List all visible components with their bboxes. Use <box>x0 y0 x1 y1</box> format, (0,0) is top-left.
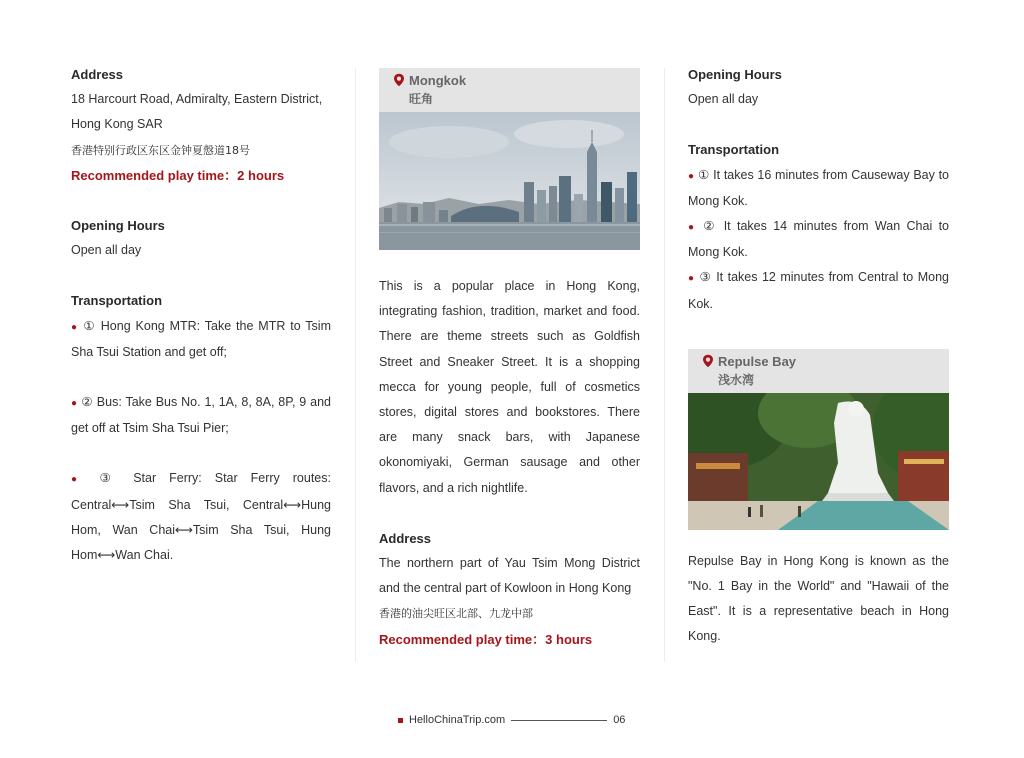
transport-bus: ● ② Bus: Take Bus No. 1, 1A, 8, 8A, 8P, 9 and get off at Tsim Sha Tsui Pier; <box>71 395 331 436</box>
bullet-icon: ● <box>688 222 697 234</box>
place-name-chinese: 旺角 <box>409 92 434 106</box>
transportation-heading: Transportation <box>71 293 163 309</box>
address-heading: Address <box>379 530 432 546</box>
transport-item: ● ③ It takes 12 minutes from Central to Mong Kok. <box>688 270 949 311</box>
recommended-play-time: Recommended play time：2 hours <box>71 167 285 183</box>
transport-mtr: ● ① Hong Kong MTR: Take the MTR to Tsim Sha Tsui Station and get off; <box>71 318 331 359</box>
column-divider-left <box>355 68 356 662</box>
footer-site: HelloChinaTrip.com <box>409 714 506 726</box>
bullet-icon: ● <box>71 321 79 333</box>
address-text: The northern part of Yau Tsim Mong District and the central part of Kowloon in Hong Kong <box>379 556 640 596</box>
transport-ferry: ● ③ Star Ferry: Star Ferry routes: Central⟷Tsim Sha Tsui, Central⟷Hung Hom, Wan Chai⟷Tsim Sha Tsui, Hung Hom⟷Wan Chai. <box>71 471 331 563</box>
square-bullet-icon <box>398 718 403 723</box>
page-number: 06 <box>613 714 626 726</box>
bullet-icon: ● <box>71 474 87 486</box>
transportation-heading: Transportation <box>688 142 780 158</box>
address-line: Hong Kong SAR <box>71 117 163 132</box>
address-chinese: 香港的油尖旺区北部、九龙中部 <box>379 607 533 621</box>
mongkok-skyline-photo <box>379 112 640 250</box>
opening-hours-text: Open all day <box>688 92 759 107</box>
footer-rule <box>511 720 607 721</box>
address-chinese: 香港特别行政区东区金钟夏慤道18号 <box>71 143 250 157</box>
column-left <box>71 62 331 568</box>
place-header-repulse-bay <box>688 349 949 393</box>
mongkok-description: This is a popular place in Hong Kong, integrating fashion, tradition, market and food. There are theme streets such as Goldfish Street and Sneaker Street. It is a shopping mecca for young people, full of cosmetics stores, digital stores and bookstores. There are many snack bars, with Japanese okonomiyaki, German sausage and other flavors, and a rich nightlife. <box>379 279 640 495</box>
column-middle <box>379 68 640 652</box>
bullet-icon: ● <box>71 398 78 410</box>
place-name: Mongkok <box>409 73 467 88</box>
repulse-bay-photo <box>688 393 949 530</box>
opening-hours-text: Open all day <box>71 243 142 258</box>
address-line: 18 Harcourt Road, Admiralty, Eastern District, <box>71 92 323 107</box>
address-heading: Address <box>71 67 124 82</box>
column-right <box>688 62 949 650</box>
column-divider-right <box>664 68 665 662</box>
place-name-chinese: 浅水湾 <box>718 372 755 387</box>
bullet-icon: ● <box>688 170 695 182</box>
place-header-mongkok <box>379 68 640 112</box>
place-name: Repulse Bay <box>718 353 797 369</box>
opening-hours-heading: Opening Hours <box>688 67 782 82</box>
transport-item: ● ① It takes 16 minutes from Causeway Bay to Mong Kok. <box>688 167 949 208</box>
page-footer <box>398 714 625 726</box>
location-pin-icon <box>393 73 405 87</box>
recommended-play-time: Recommended play time：3 hours <box>379 631 593 647</box>
repulse-bay-description: Repulse Bay in Hong Kong is known as the "No. 1 Bay in the World" and "Hawaii of the East". It is a representative beach in Hong Kong. <box>688 553 949 644</box>
transport-item: ● ② It takes 14 minutes from Wan Chai to Mong Kok. <box>688 219 949 260</box>
location-pin-icon <box>702 354 714 368</box>
opening-hours-heading: Opening Hours <box>71 218 165 234</box>
bullet-icon: ● <box>688 273 696 285</box>
